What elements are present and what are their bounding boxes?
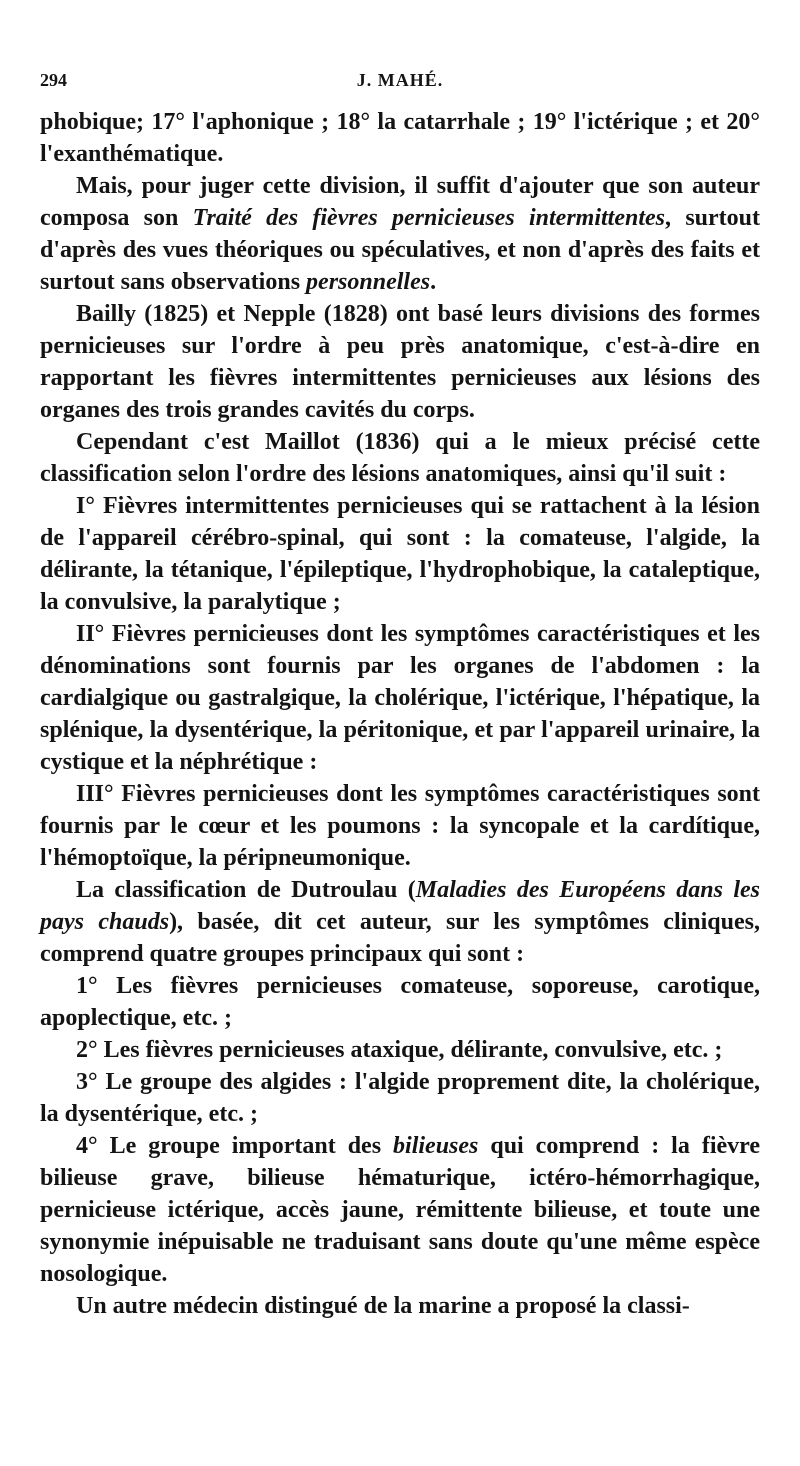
italic-text: bilieuses (393, 1133, 479, 1159)
italic-text: Traité des fièvres pernicieuses intermittentes (192, 205, 666, 231)
text-run: La classification de Dutroulau ( (76, 877, 416, 903)
page-header (40, 70, 760, 100)
paragraph (40, 298, 760, 426)
paragraph (40, 1130, 760, 1290)
paragraph (40, 490, 760, 618)
text-run: , surtout d'après des vues théoriques ou spéculatives, et non d'après des faits et surtout sans observations (40, 205, 761, 295)
paragraph (40, 970, 760, 1034)
paragraph (40, 1290, 760, 1322)
text-run: Cependant c'est Maillot (1836) qui a le mieux précisé cette classification selon l'ordre des lésions anatomiques, ainsi qu'il suit : (40, 429, 760, 487)
text-run: II° Fièvres pernicieuses dont les symptômes caractéristiques et les dénominations sont fournis par les organes de l'abdomen : la cardialgique ou gastralgique, la cholérique, l'ictérique, l'hépatique, la splénique, la dysentérique, la péritonique, et par l'appareil urinaire, la cystique et la néphrétique : (40, 621, 760, 775)
paragraph (40, 618, 760, 778)
running-title: J. MAHÉ. (356, 70, 444, 90)
text-run: Mais, pour juger cette division, il suffit d'ajouter que son auteur composa son (40, 173, 760, 231)
text-run: 1° Les fièvres pernicieuses comateuse, soporeuse, carotique, apoplectique, etc. ; (40, 973, 760, 1031)
text-run: I° Fièvres intermittentes pernicieuses qui se rattachent à la lésion de l'appareil cérébro-spinal, qui sont : la comateuse, l'algide, la délirante, la tétanique, l'épileptique, l'hydrophobique, la cataleptique, la convulsive, la paralytique ; (40, 493, 760, 615)
page-number: 294 (40, 70, 67, 90)
text-run: 3° Le groupe des algides : l'algide proprement dite, la cholérique, la dysentérique, etc. ; (40, 1069, 760, 1127)
text-run: 4° Le groupe important des (76, 1133, 394, 1159)
text-run: III° Fièvres pernicieuses dont les symptômes caractéristiques sont fournis par le cœur et les poumons : la syncopale et la cardítique, l'hémoptoïque, la péripneumonique. (40, 781, 760, 871)
text-run: ), basée, dit cet auteur, sur les symptômes cliniques, comprend quatre groupes principaux qui sont : (40, 909, 760, 967)
italic-text: Maladies des Européens dans les pays chauds (40, 877, 760, 935)
text-run: 2° Les fièvres pernicieuses ataxique, délirante, convulsive, etc. ; (76, 1037, 723, 1063)
text-run: Bailly (1825) et Nepple (1828) ont basé leurs divisions des formes pernicieuses sur l'ordre à peu près anatomique, c'est-à-dire en rapportant les fièvres intermittentes pernicieuses aux lésions des organes des trois grandes cavités du corps. (40, 301, 760, 423)
text-run: qui comprend : la fièvre bilieuse grave, bilieuse hématurique, ictéro-hémorrhagique, pernicieuse ictérique, accès jaune, rémittente bilieuse, et toute une synonymie inépuisable ne traduisant sans doute qu'une même espèce nosologique. (40, 1133, 761, 1287)
paragraph (40, 778, 760, 874)
paragraph (40, 426, 760, 490)
italic-text: personnelles (306, 269, 431, 295)
paragraph (40, 1034, 760, 1066)
text-run: Un autre médecin distingué de la marine a proposé la classi- (76, 1293, 690, 1319)
paragraph (40, 170, 760, 298)
paragraph (40, 1066, 760, 1130)
paragraph (40, 874, 760, 970)
body-text (40, 106, 760, 1322)
text-run: phobique; 17° l'aphonique ; 18° la catarrhale ; 19° l'ictérique ; et 20° l'exanthématique. (40, 109, 760, 167)
paragraph (40, 106, 760, 170)
text-run: . (430, 269, 437, 295)
